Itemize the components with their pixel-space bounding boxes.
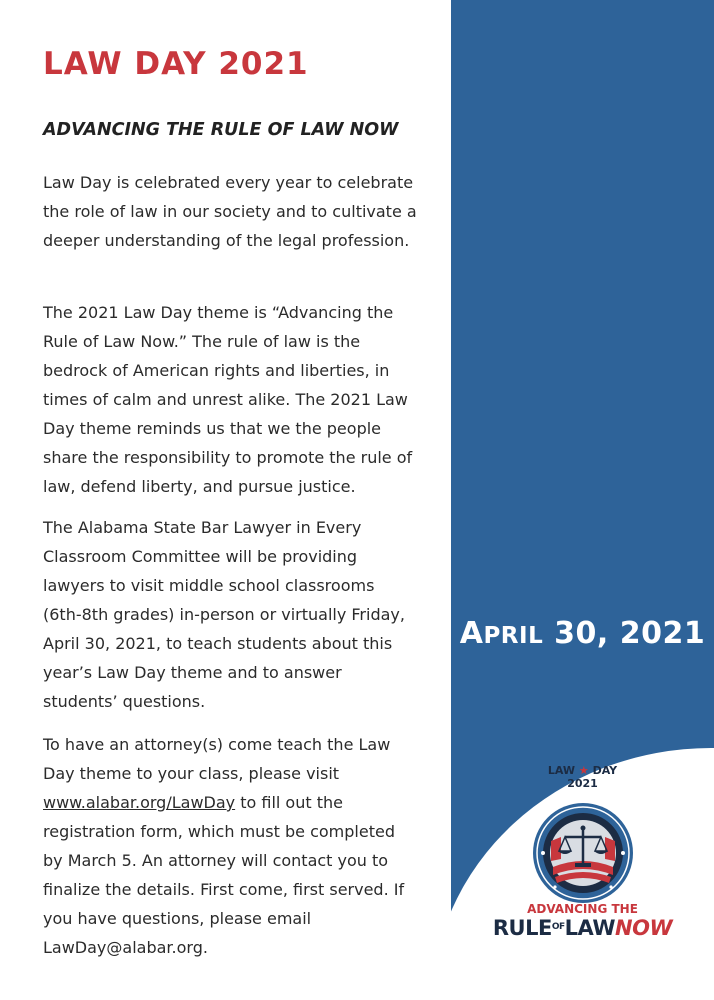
page-title: LAW DAY 2021 [43, 46, 309, 82]
date-month-initial: A [459, 616, 484, 651]
lawday-link[interactable]: www.alabar.org/LawDay [43, 793, 236, 812]
law-day-logo [451, 764, 714, 944]
scales-of-justice-seal-icon [531, 801, 635, 905]
logo-day-text: DAY [592, 764, 618, 777]
logo-law-word: LAW [564, 916, 616, 940]
star-icon: ★ [578, 764, 589, 777]
logo-rule-of-law-now [451, 916, 714, 940]
date-banner [451, 616, 714, 651]
paragraph-intro: Law Day is celebrated every year to celebrate the role of law in our society and to cultivate a deeper understanding of the legal profession. [43, 173, 417, 250]
date-day-year: 30, 2021 [543, 616, 706, 651]
paragraph-signup [43, 730, 418, 962]
signup-text-after-link: to fill out the registration form, which must be completed by March 5. An attorney will contact you to finalize the details. First come, first served. If you have questions, please email LawDay@alabar.org. [43, 793, 405, 957]
logo-of-word: OF [551, 922, 565, 932]
page-subtitle: ADVANCING THE RULE OF LAW NOW [43, 120, 399, 140]
paragraph-committee: The Alabama State Bar Lawyer in Every Classroom Committee will be providing lawyers to visit middle school classrooms (6th-8th grades) in-person or virtually Friday, April 30, 2021, to teach students about this year’s Law Day theme and to answer students’ questions. [43, 518, 405, 711]
logo-year-text: 2021 [567, 777, 598, 790]
logo-rule-word: RULE [492, 916, 552, 940]
logo-law-text: LAW [547, 764, 576, 777]
logo-heading [451, 764, 714, 790]
logo-now-word: NOW [615, 916, 673, 940]
paragraph-theme: The 2021 Law Day theme is “Advancing the Rule of Law Now.” The rule of law is the bedrock of American rights and liberties, in times of calm and unrest alike. The 2021 Law Day theme reminds us that we the people share the responsibility to promote the rule of law, defend liberty, and pursue justice. [43, 303, 413, 496]
signup-text-before-link: To have an attorney(s) come teach the Law Day theme to your class, please visit [43, 735, 391, 783]
date-month-rest: PRIL [483, 623, 544, 649]
logo-advancing-text: ADVANCING THE [527, 902, 638, 916]
